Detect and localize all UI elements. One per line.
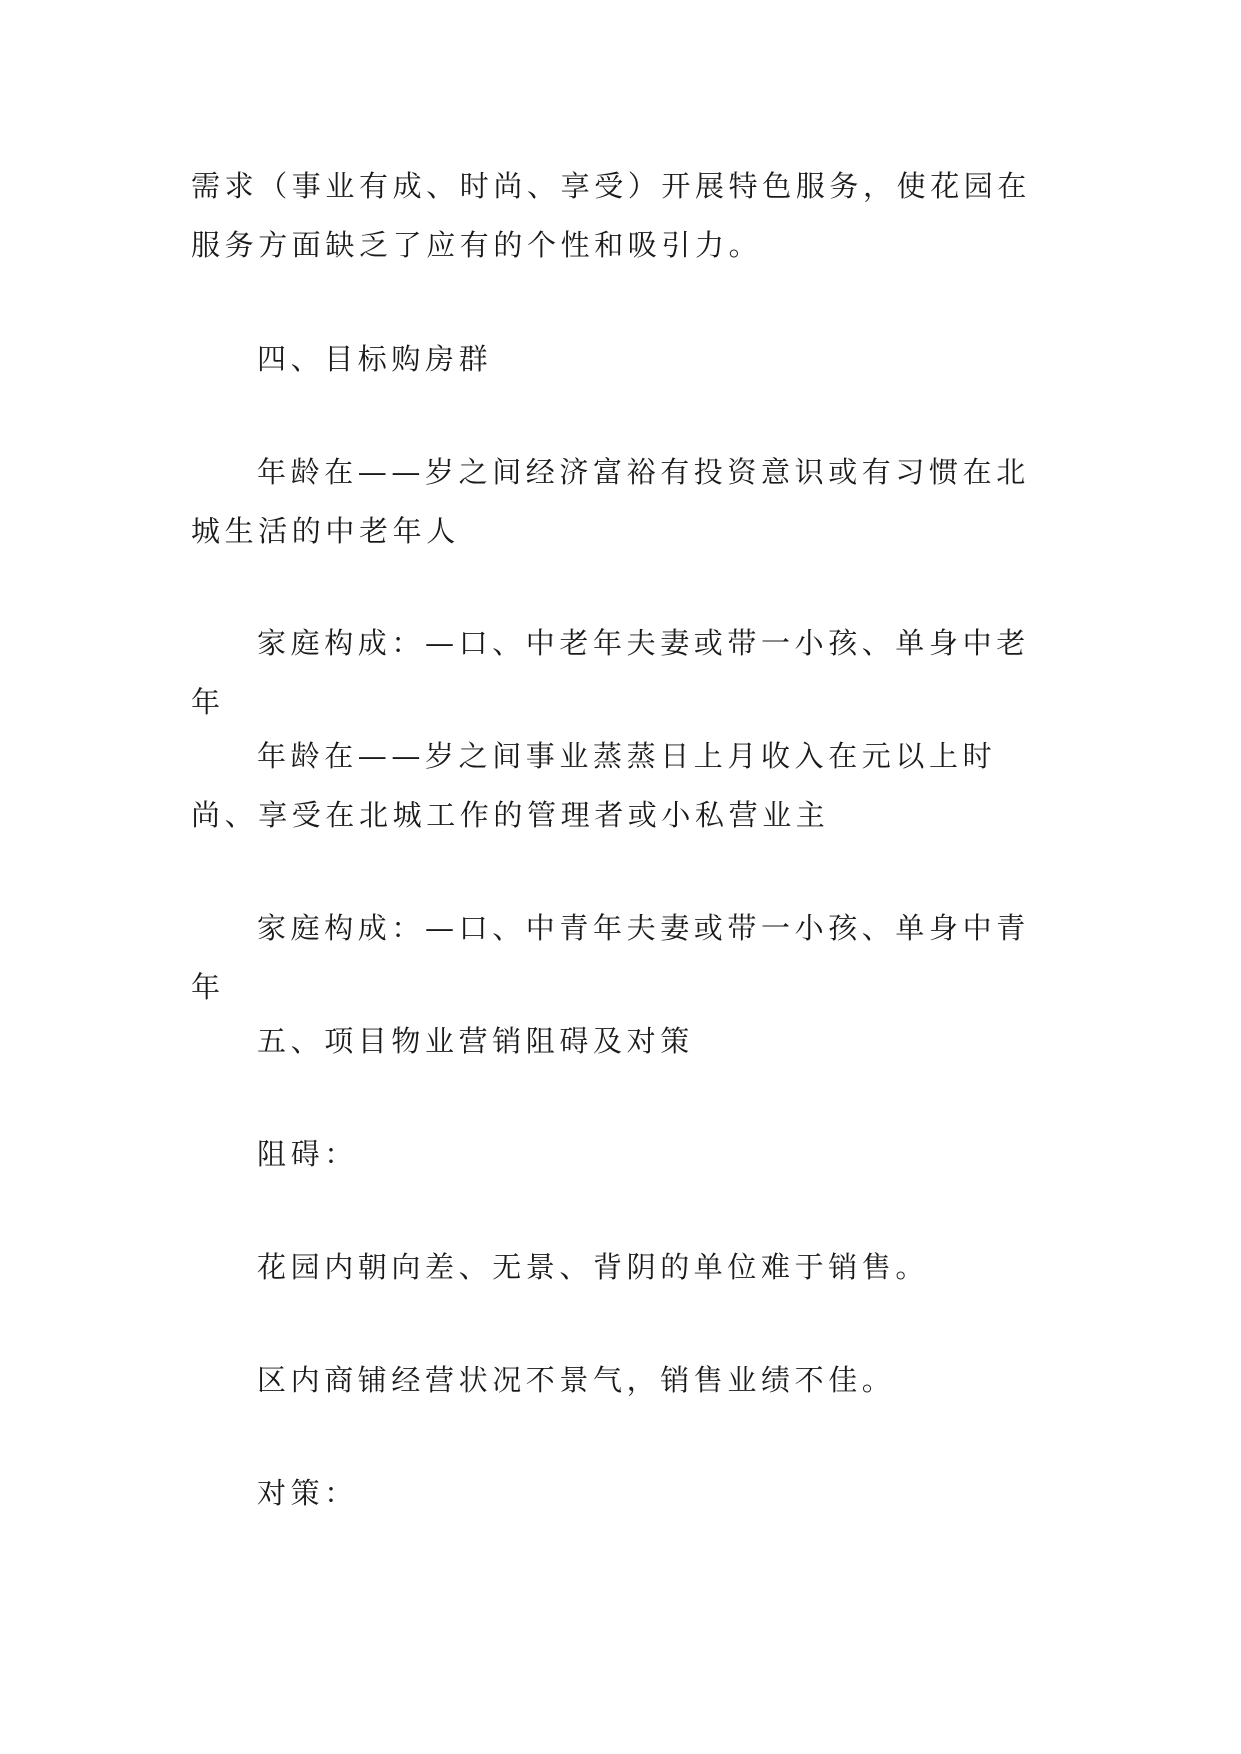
- paragraph-young-professionals: 年龄在——岁之间事业蒸蒸日上月收入在元以上时尚、享受在北城工作的管理者或小私营业主: [191, 739, 997, 832]
- paragraph-service-needs: 需求（事业有成、时尚、享受）开展特色服务，使花园在服务方面缺乏了应有的个性和吸引力。: [191, 169, 1032, 262]
- heading-target-buyers: 四、目标购房群: [257, 342, 493, 376]
- heading-marketing-obstacles: 五、项目物业营销阻碍及对策: [257, 1024, 694, 1058]
- paragraph-obstacle-units: 花园内朝向差、无景、背阴的单位难于销售。: [257, 1250, 930, 1284]
- paragraph-obstacle-shops: 区内商铺经营状况不景气，销售业绩不佳。: [257, 1363, 896, 1397]
- paragraph-family-composition-young: 家庭构成：—口、中青年夫妻或带一小孩、单身中青年: [191, 911, 1030, 1004]
- heading-countermeasures: 对策：: [257, 1476, 358, 1510]
- heading-obstacles: 阻碍：: [257, 1137, 358, 1171]
- paragraph-family-composition-elderly: 家庭构成：—口、中老年夫妻或带一小孩、单身中老年: [191, 626, 1030, 719]
- paragraph-elderly-age-group: 年龄在——岁之间经济富裕有投资意识或有习惯在北城生活的中老年人: [191, 455, 1030, 548]
